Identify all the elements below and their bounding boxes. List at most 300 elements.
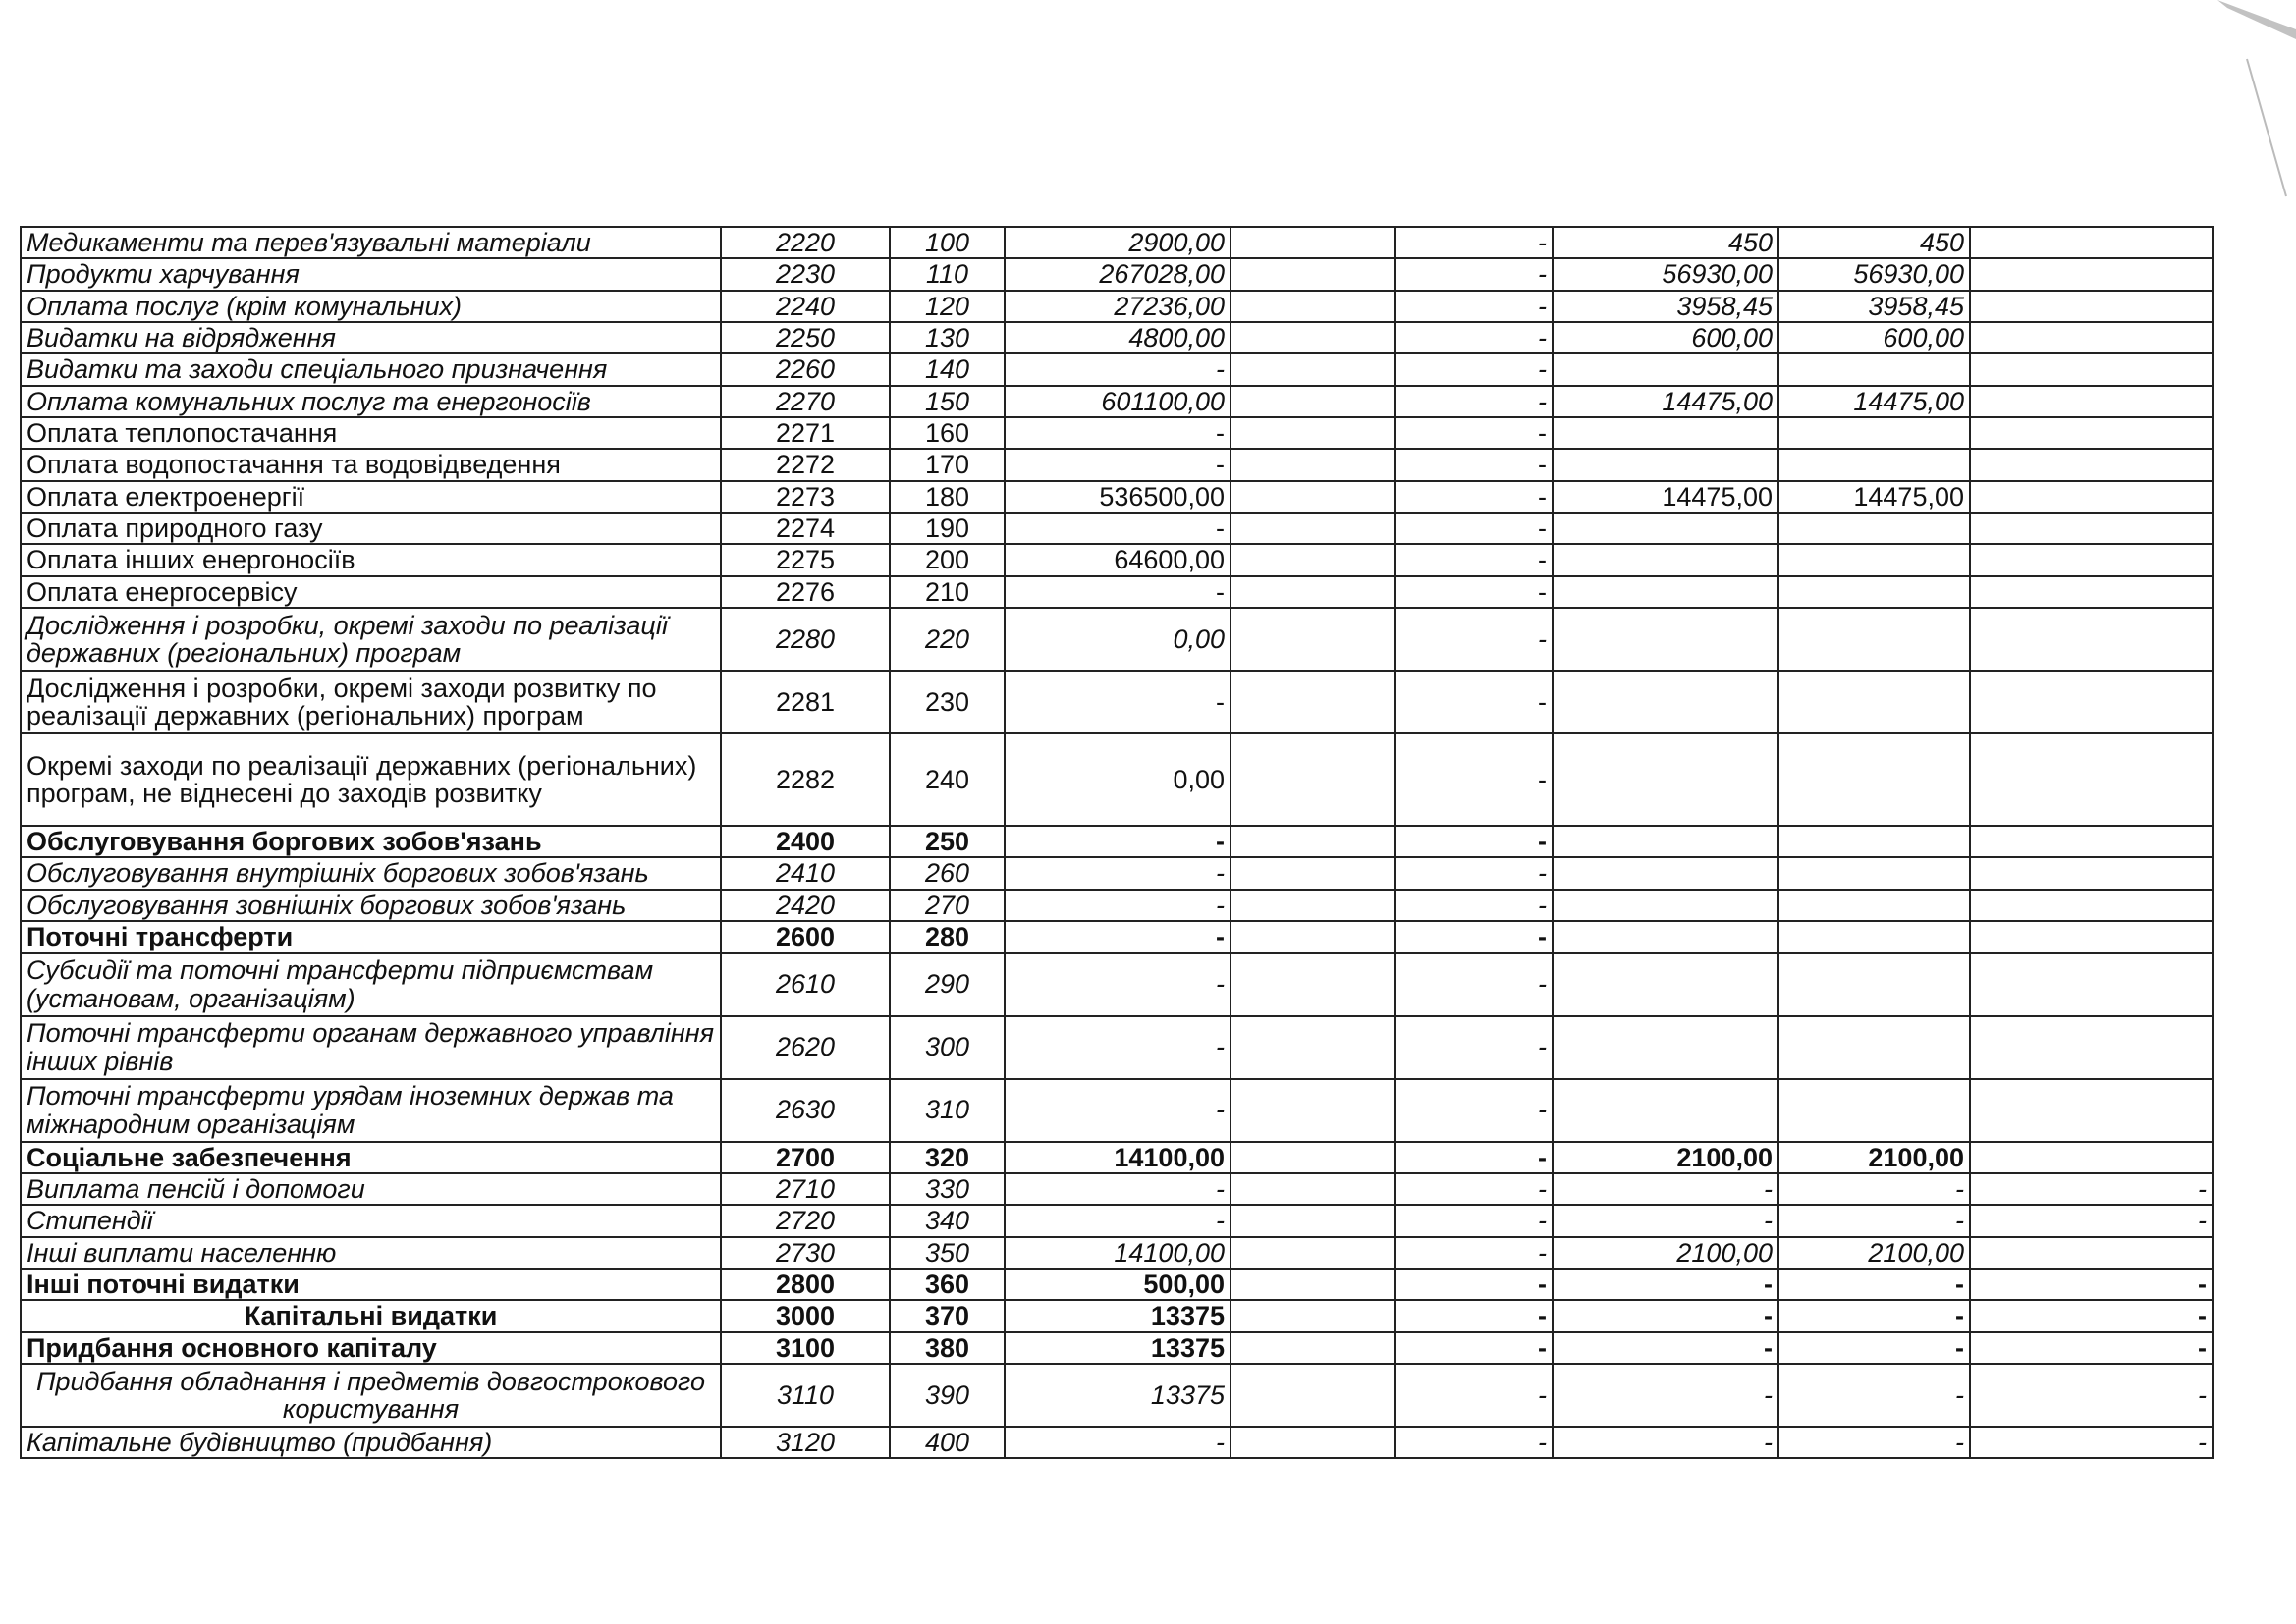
row-value-4 [1553, 733, 1778, 826]
row-value-3: - [1395, 291, 1553, 322]
table-row [21, 544, 2213, 575]
row-name: Оплата природного газу [21, 513, 721, 544]
row-value-2 [1230, 921, 1395, 952]
row-value-6 [1970, 1079, 2213, 1142]
row-value-1: 13375 [1005, 1300, 1230, 1331]
row-value-5: 2100,00 [1778, 1237, 1970, 1269]
row-value-6 [1970, 576, 2213, 608]
row-value-2 [1230, 481, 1395, 513]
row-value-5 [1778, 1079, 1970, 1142]
row-value-3: - [1395, 890, 1553, 921]
row-value-2 [1230, 1079, 1395, 1142]
row-value-4: 56930,00 [1553, 258, 1778, 290]
row-value-1: 14100,00 [1005, 1142, 1230, 1173]
row-value-5: 3958,45 [1778, 291, 1970, 322]
row-name: Придбання основного капіталу [21, 1332, 721, 1364]
row-value-6 [1970, 258, 2213, 290]
row-name: Оплата послуг (крім комунальних) [21, 291, 721, 322]
row-line-code: 260 [890, 857, 1005, 889]
row-value-3: - [1395, 1427, 1553, 1458]
row-value-1: - [1005, 1205, 1230, 1236]
scan-edge-mark [2100, 0, 2296, 216]
row-code: 2240 [721, 291, 890, 322]
row-name: Поточні трансферти органам державного управління інших рівнів [21, 1016, 721, 1079]
row-value-6 [1970, 481, 2213, 513]
row-name: Оплата енергосервісу [21, 576, 721, 608]
table-row [21, 227, 2213, 258]
row-value-5: 14475,00 [1778, 481, 1970, 513]
row-name: Видатки та заходи спеціального призначення [21, 353, 721, 385]
row-value-2 [1230, 417, 1395, 449]
row-value-2 [1230, 890, 1395, 921]
row-line-code: 370 [890, 1300, 1005, 1331]
table-body [21, 227, 2213, 1458]
row-value-4 [1553, 449, 1778, 480]
row-code: 2720 [721, 1205, 890, 1236]
row-value-5: 450 [1778, 227, 1970, 258]
row-code: 2281 [721, 671, 890, 733]
row-value-5: - [1778, 1300, 1970, 1331]
row-name: Оплата теплопостачання [21, 417, 721, 449]
row-line-code: 250 [890, 826, 1005, 857]
row-value-1: - [1005, 449, 1230, 480]
row-value-4: - [1553, 1427, 1778, 1458]
row-value-2 [1230, 258, 1395, 290]
row-value-6 [1970, 227, 2213, 258]
row-code: 2730 [721, 1237, 890, 1269]
row-value-5 [1778, 513, 1970, 544]
row-value-5 [1778, 733, 1970, 826]
row-value-5 [1778, 1016, 1970, 1079]
row-value-6: - [1970, 1427, 2213, 1458]
row-value-3: - [1395, 322, 1553, 353]
row-line-code: 140 [890, 353, 1005, 385]
row-line-code: 300 [890, 1016, 1005, 1079]
row-code: 2710 [721, 1173, 890, 1205]
row-code: 2620 [721, 1016, 890, 1079]
table-row [21, 1237, 2213, 1269]
row-value-2 [1230, 386, 1395, 417]
row-line-code: 160 [890, 417, 1005, 449]
row-value-3: - [1395, 733, 1553, 826]
row-line-code: 390 [890, 1364, 1005, 1427]
row-value-2 [1230, 733, 1395, 826]
row-value-2 [1230, 1205, 1395, 1236]
row-line-code: 120 [890, 291, 1005, 322]
row-value-6: - [1970, 1364, 2213, 1427]
row-line-code: 400 [890, 1427, 1005, 1458]
row-value-3: - [1395, 1364, 1553, 1427]
row-name: Оплата комунальних послуг та енергоносіїв [21, 386, 721, 417]
row-value-4: - [1553, 1173, 1778, 1205]
row-value-2 [1230, 353, 1395, 385]
row-value-5 [1778, 576, 1970, 608]
row-line-code: 240 [890, 733, 1005, 826]
row-value-2 [1230, 857, 1395, 889]
table-row [21, 291, 2213, 322]
row-value-2 [1230, 449, 1395, 480]
row-code: 2273 [721, 481, 890, 513]
row-value-2 [1230, 1173, 1395, 1205]
row-value-1: - [1005, 1016, 1230, 1079]
row-value-4 [1553, 671, 1778, 733]
row-value-4: 2100,00 [1553, 1237, 1778, 1269]
row-value-4: - [1553, 1205, 1778, 1236]
row-value-2 [1230, 1142, 1395, 1173]
row-value-3: - [1395, 417, 1553, 449]
row-value-3: - [1395, 1173, 1553, 1205]
table-row [21, 417, 2213, 449]
row-line-code: 290 [890, 953, 1005, 1016]
row-name: Обслуговування боргових зобов'язань [21, 826, 721, 857]
row-value-5 [1778, 608, 1970, 671]
row-value-3: - [1395, 1016, 1553, 1079]
row-value-1: 500,00 [1005, 1269, 1230, 1300]
row-value-1: - [1005, 671, 1230, 733]
table-row [21, 671, 2213, 733]
row-value-2 [1230, 1332, 1395, 1364]
row-name: Інші виплати населенню [21, 1237, 721, 1269]
row-line-code: 320 [890, 1142, 1005, 1173]
table-row [21, 449, 2213, 480]
row-value-5: 14475,00 [1778, 386, 1970, 417]
row-line-code: 190 [890, 513, 1005, 544]
row-value-3: - [1395, 481, 1553, 513]
row-value-1: 0,00 [1005, 608, 1230, 671]
table-row [21, 1332, 2213, 1364]
row-name: Соціальне забезпечення [21, 1142, 721, 1173]
row-line-code: 220 [890, 608, 1005, 671]
row-value-5: - [1778, 1173, 1970, 1205]
row-value-3: - [1395, 671, 1553, 733]
table-row [21, 1300, 2213, 1331]
row-value-6 [1970, 890, 2213, 921]
row-value-5: 56930,00 [1778, 258, 1970, 290]
row-value-1: - [1005, 576, 1230, 608]
row-value-4: - [1553, 1364, 1778, 1427]
table-row [21, 258, 2213, 290]
row-value-4: 2100,00 [1553, 1142, 1778, 1173]
row-value-2 [1230, 1364, 1395, 1427]
row-value-4: 14475,00 [1553, 481, 1778, 513]
row-value-5 [1778, 826, 1970, 857]
row-code: 3000 [721, 1300, 890, 1331]
row-name: Оплата інших енергоносіїв [21, 544, 721, 575]
row-name: Окремі заходи по реалізації державних (регіональних) програм, не віднесені до заходів розвитку [21, 733, 721, 826]
row-value-1: - [1005, 826, 1230, 857]
row-value-5 [1778, 544, 1970, 575]
row-value-6 [1970, 449, 2213, 480]
row-value-1: - [1005, 1079, 1230, 1142]
row-value-1: - [1005, 513, 1230, 544]
table-row [21, 826, 2213, 857]
row-value-4: 3958,45 [1553, 291, 1778, 322]
row-value-2 [1230, 826, 1395, 857]
row-line-code: 280 [890, 921, 1005, 952]
row-name: Обслуговування внутрішніх боргових зобов'язань [21, 857, 721, 889]
row-value-6 [1970, 921, 2213, 952]
row-value-2 [1230, 1269, 1395, 1300]
budget-table [20, 226, 2214, 1459]
table-row [21, 1269, 2213, 1300]
row-value-4 [1553, 826, 1778, 857]
row-value-6 [1970, 417, 2213, 449]
row-line-code: 380 [890, 1332, 1005, 1364]
row-value-2 [1230, 1300, 1395, 1331]
row-value-1: 14100,00 [1005, 1237, 1230, 1269]
row-value-4 [1553, 857, 1778, 889]
row-line-code: 310 [890, 1079, 1005, 1142]
row-code: 2282 [721, 733, 890, 826]
table-row [21, 953, 2213, 1016]
table-row [21, 1016, 2213, 1079]
row-line-code: 110 [890, 258, 1005, 290]
row-value-2 [1230, 544, 1395, 575]
row-value-2 [1230, 1427, 1395, 1458]
row-value-6: - [1970, 1269, 2213, 1300]
row-value-1: - [1005, 921, 1230, 952]
table-row [21, 608, 2213, 671]
row-line-code: 170 [890, 449, 1005, 480]
row-value-5: - [1778, 1332, 1970, 1364]
row-value-6 [1970, 291, 2213, 322]
row-value-4: - [1553, 1269, 1778, 1300]
row-code: 2400 [721, 826, 890, 857]
row-value-3: - [1395, 258, 1553, 290]
row-code: 2274 [721, 513, 890, 544]
row-value-2 [1230, 322, 1395, 353]
row-value-2 [1230, 953, 1395, 1016]
row-code: 2800 [721, 1269, 890, 1300]
row-name: Капітальні видатки [21, 1300, 721, 1331]
row-name: Капітальне будівництво (придбання) [21, 1427, 721, 1458]
row-value-6 [1970, 953, 2213, 1016]
row-code: 2230 [721, 258, 890, 290]
row-value-5: 600,00 [1778, 322, 1970, 353]
table-row [21, 386, 2213, 417]
row-line-code: 200 [890, 544, 1005, 575]
row-name: Поточні трансферти урядам іноземних держав та міжнародним організаціям [21, 1079, 721, 1142]
row-name: Дослідження і розробки, окремі заходи по реалізації державних (регіональних) програм [21, 608, 721, 671]
row-name: Медикаменти та перев'язувальні матеріали [21, 227, 721, 258]
row-value-2 [1230, 227, 1395, 258]
table-row [21, 576, 2213, 608]
row-code: 3110 [721, 1364, 890, 1427]
table-row [21, 1142, 2213, 1173]
row-line-code: 180 [890, 481, 1005, 513]
row-line-code: 130 [890, 322, 1005, 353]
row-value-3: - [1395, 513, 1553, 544]
row-value-1: - [1005, 953, 1230, 1016]
row-value-3: - [1395, 544, 1553, 575]
row-value-5 [1778, 671, 1970, 733]
row-value-6 [1970, 322, 2213, 353]
row-value-1: 13375 [1005, 1332, 1230, 1364]
row-name: Стипендії [21, 1205, 721, 1236]
row-code: 2610 [721, 953, 890, 1016]
row-value-2 [1230, 576, 1395, 608]
row-value-4: 14475,00 [1553, 386, 1778, 417]
row-value-4 [1553, 576, 1778, 608]
row-value-6 [1970, 1237, 2213, 1269]
table-row [21, 1079, 2213, 1142]
row-value-4: - [1553, 1332, 1778, 1364]
row-value-5: - [1778, 1427, 1970, 1458]
row-code: 3100 [721, 1332, 890, 1364]
row-value-1: - [1005, 1427, 1230, 1458]
table-row [21, 733, 2213, 826]
row-line-code: 210 [890, 576, 1005, 608]
row-value-2 [1230, 671, 1395, 733]
row-value-5 [1778, 353, 1970, 385]
row-name: Дослідження і розробки, окремі заходи розвитку по реалізації державних (регіональних) програм [21, 671, 721, 733]
row-value-4: 450 [1553, 227, 1778, 258]
row-value-3: - [1395, 608, 1553, 671]
row-code: 2600 [721, 921, 890, 952]
row-value-4 [1553, 353, 1778, 385]
row-name: Поточні трансферти [21, 921, 721, 952]
row-value-1: - [1005, 857, 1230, 889]
row-code: 2280 [721, 608, 890, 671]
table-row [21, 1364, 2213, 1427]
row-code: 2276 [721, 576, 890, 608]
row-name: Продукти харчування [21, 258, 721, 290]
row-value-1: 601100,00 [1005, 386, 1230, 417]
row-value-3: - [1395, 1142, 1553, 1173]
row-value-2 [1230, 1016, 1395, 1079]
row-line-code: 230 [890, 671, 1005, 733]
row-name: Субсидії та поточні трансферти підприємствам (установам, організаціям) [21, 953, 721, 1016]
row-code: 2271 [721, 417, 890, 449]
row-value-6 [1970, 353, 2213, 385]
row-value-1: - [1005, 353, 1230, 385]
row-value-4 [1553, 608, 1778, 671]
row-value-4 [1553, 921, 1778, 952]
row-value-3: - [1395, 921, 1553, 952]
table-row [21, 1205, 2213, 1236]
row-value-1: - [1005, 1173, 1230, 1205]
row-value-6 [1970, 826, 2213, 857]
row-value-5 [1778, 449, 1970, 480]
row-value-6 [1970, 857, 2213, 889]
row-value-4 [1553, 417, 1778, 449]
row-line-code: 270 [890, 890, 1005, 921]
row-line-code: 350 [890, 1237, 1005, 1269]
row-value-1: 13375 [1005, 1364, 1230, 1427]
row-code: 2420 [721, 890, 890, 921]
row-name: Придбання обладнання і предметів довгострокового користування [21, 1364, 721, 1427]
row-value-1: 2900,00 [1005, 227, 1230, 258]
table-row [21, 1427, 2213, 1458]
row-value-3: - [1395, 1237, 1553, 1269]
row-name: Інші поточні видатки [21, 1269, 721, 1300]
row-value-6 [1970, 1142, 2213, 1173]
row-value-2 [1230, 1237, 1395, 1269]
row-value-6 [1970, 608, 2213, 671]
row-code: 2630 [721, 1079, 890, 1142]
row-value-5 [1778, 921, 1970, 952]
row-value-3: - [1395, 953, 1553, 1016]
row-value-6: - [1970, 1332, 2213, 1364]
row-value-6 [1970, 386, 2213, 417]
table-row [21, 921, 2213, 952]
row-value-4 [1553, 1016, 1778, 1079]
row-value-3: - [1395, 386, 1553, 417]
row-value-4 [1553, 1079, 1778, 1142]
row-value-3: - [1395, 1332, 1553, 1364]
row-name: Оплата водопостачання та водовідведення [21, 449, 721, 480]
table-row [21, 481, 2213, 513]
table-row [21, 322, 2213, 353]
row-value-5: - [1778, 1364, 1970, 1427]
row-name: Обслуговування зовнішніх боргових зобов'язань [21, 890, 721, 921]
row-value-1: 267028,00 [1005, 258, 1230, 290]
row-value-1: 536500,00 [1005, 481, 1230, 513]
row-value-6 [1970, 1016, 2213, 1079]
table-row [21, 353, 2213, 385]
row-value-4: - [1553, 1300, 1778, 1331]
row-value-6 [1970, 733, 2213, 826]
row-code: 2700 [721, 1142, 890, 1173]
row-value-3: - [1395, 449, 1553, 480]
table-row [21, 857, 2213, 889]
row-value-3: - [1395, 1269, 1553, 1300]
row-value-1: - [1005, 890, 1230, 921]
row-value-6: - [1970, 1205, 2213, 1236]
row-value-3: - [1395, 1079, 1553, 1142]
row-value-3: - [1395, 826, 1553, 857]
row-line-code: 100 [890, 227, 1005, 258]
row-value-5: - [1778, 1205, 1970, 1236]
row-value-3: - [1395, 576, 1553, 608]
row-value-1: 64600,00 [1005, 544, 1230, 575]
table-row [21, 513, 2213, 544]
row-value-5: 2100,00 [1778, 1142, 1970, 1173]
table-row [21, 890, 2213, 921]
row-value-3: - [1395, 1300, 1553, 1331]
row-value-4 [1553, 953, 1778, 1016]
row-value-2 [1230, 291, 1395, 322]
row-value-3: - [1395, 353, 1553, 385]
row-code: 2260 [721, 353, 890, 385]
row-value-3: - [1395, 1205, 1553, 1236]
row-name: Оплата електроенергії [21, 481, 721, 513]
row-value-5 [1778, 417, 1970, 449]
row-value-6: - [1970, 1173, 2213, 1205]
row-value-1: 4800,00 [1005, 322, 1230, 353]
row-value-3: - [1395, 227, 1553, 258]
row-value-4 [1553, 890, 1778, 921]
row-value-1: 0,00 [1005, 733, 1230, 826]
row-line-code: 340 [890, 1205, 1005, 1236]
row-value-1: 27236,00 [1005, 291, 1230, 322]
row-code: 2220 [721, 227, 890, 258]
row-name: Видатки на відрядження [21, 322, 721, 353]
row-value-2 [1230, 608, 1395, 671]
row-value-2 [1230, 513, 1395, 544]
row-line-code: 330 [890, 1173, 1005, 1205]
row-value-5 [1778, 857, 1970, 889]
row-value-6 [1970, 544, 2213, 575]
row-value-4 [1553, 513, 1778, 544]
row-code: 2272 [721, 449, 890, 480]
row-value-1: - [1005, 417, 1230, 449]
row-value-6 [1970, 671, 2213, 733]
row-value-5: - [1778, 1269, 1970, 1300]
row-line-code: 150 [890, 386, 1005, 417]
row-code: 2275 [721, 544, 890, 575]
row-value-5 [1778, 953, 1970, 1016]
